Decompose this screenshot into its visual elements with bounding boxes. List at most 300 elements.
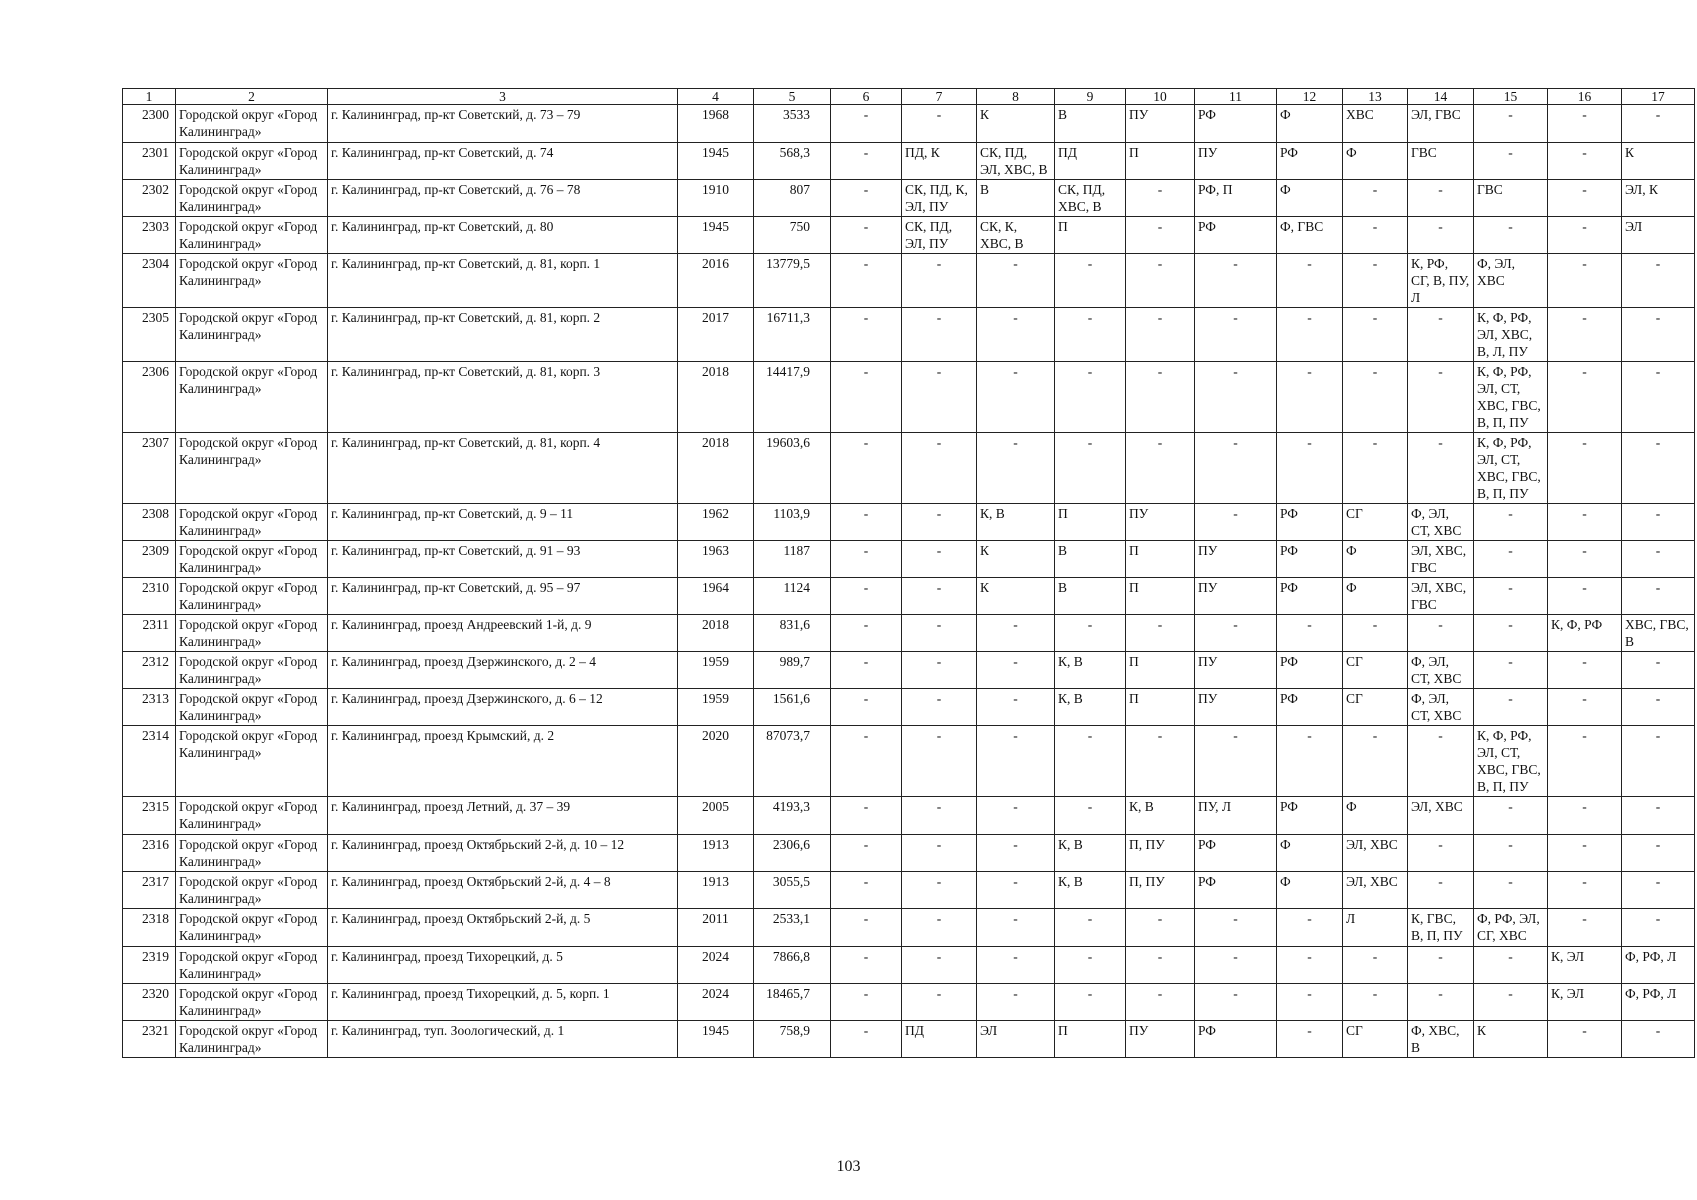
table-cell-col-15: К, Ф, РФ, ЭЛ, СТ, ХВС, ГВС, В, П, ПУ xyxy=(1474,362,1548,433)
table-cell-col-13: СГ xyxy=(1343,1021,1408,1058)
table-cell-col-4: 2024 xyxy=(678,947,754,984)
table-cell-col-16: - xyxy=(1548,689,1622,726)
table-row xyxy=(123,541,1695,578)
table-cell-col-1: 2303 xyxy=(123,217,176,254)
table-cell-col-14: - xyxy=(1408,615,1474,652)
table-cell-col-12: - xyxy=(1277,308,1343,362)
table-cell-col-9: - xyxy=(1055,433,1126,504)
table-cell-col-9: П xyxy=(1055,504,1126,541)
table-cell-col-6: - xyxy=(831,504,902,541)
table-cell-col-3: г. Калининград, проезд Октябрьский 2-й, д. 4 – 8 xyxy=(328,872,678,909)
table-cell-col-16: - xyxy=(1548,578,1622,615)
table-cell-col-17: Ф, РФ, Л xyxy=(1622,984,1695,1021)
table-cell-col-3: г. Калининград, пр-кт Советский, д. 81, корп. 1 xyxy=(328,254,678,308)
table-cell-col-6: - xyxy=(831,947,902,984)
table-cell-col-16: К, ЭЛ xyxy=(1548,984,1622,1021)
table-row xyxy=(123,254,1695,308)
table-cell-col-10: - xyxy=(1126,615,1195,652)
table-cell-col-9: - xyxy=(1055,362,1126,433)
table-cell-col-14: Ф, ЭЛ, СТ, ХВС xyxy=(1408,504,1474,541)
table-cell-col-10: - xyxy=(1126,308,1195,362)
column-header-10: 10 xyxy=(1126,89,1195,105)
table-cell-col-13: - xyxy=(1343,726,1408,797)
table-cell-col-11: ПУ xyxy=(1195,652,1277,689)
table-row xyxy=(123,652,1695,689)
table-cell-col-8: СК, К, ХВС, В xyxy=(977,217,1055,254)
table-cell-col-12: - xyxy=(1277,254,1343,308)
table-cell-col-9: В xyxy=(1055,578,1126,615)
table-cell-col-9: П xyxy=(1055,1021,1126,1058)
table-cell-col-12: - xyxy=(1277,726,1343,797)
table-row xyxy=(123,726,1695,797)
table-cell-col-11: ПУ, Л xyxy=(1195,797,1277,835)
table-cell-col-2: Городской округ «Город Калининград» xyxy=(176,689,328,726)
column-header-12: 12 xyxy=(1277,89,1343,105)
table-cell-col-3: г. Калининград, проезд Дзержинского, д. 2 – 4 xyxy=(328,652,678,689)
table-cell-col-12: Ф xyxy=(1277,180,1343,217)
table-cell-col-2: Городской округ «Город Калининград» xyxy=(176,909,328,947)
table-cell-col-14: ЭЛ, ХВС, ГВС xyxy=(1408,541,1474,578)
table-cell-col-4: 1964 xyxy=(678,578,754,615)
column-header-16: 16 xyxy=(1548,89,1622,105)
table-row xyxy=(123,947,1695,984)
column-header-5: 5 xyxy=(754,89,831,105)
table-cell-col-14: ЭЛ, ХВС, ГВС xyxy=(1408,578,1474,615)
table-cell-col-7: - xyxy=(902,362,977,433)
table-cell-col-17: - xyxy=(1622,797,1695,835)
table-cell-col-4: 1913 xyxy=(678,835,754,872)
table-cell-col-2: Городской округ «Город Калининград» xyxy=(176,1021,328,1058)
table-cell-col-12: РФ xyxy=(1277,652,1343,689)
table-cell-col-10: - xyxy=(1126,947,1195,984)
table-cell-col-9: - xyxy=(1055,726,1126,797)
table-cell-col-8: - xyxy=(977,835,1055,872)
table-cell-col-6: - xyxy=(831,105,902,143)
table-row xyxy=(123,143,1695,180)
table-cell-col-17: - xyxy=(1622,308,1695,362)
column-header-15: 15 xyxy=(1474,89,1548,105)
table-cell-col-10: К, В xyxy=(1126,797,1195,835)
table-cell-col-1: 2316 xyxy=(123,835,176,872)
table-cell-col-6: - xyxy=(831,835,902,872)
table-cell-col-7: - xyxy=(902,797,977,835)
column-header-6: 6 xyxy=(831,89,902,105)
table-cell-col-3: г. Калининград, пр-кт Советский, д. 80 xyxy=(328,217,678,254)
table-cell-col-6: - xyxy=(831,984,902,1021)
table-row xyxy=(123,1021,1695,1058)
table-cell-col-7: - xyxy=(902,504,977,541)
table-cell-col-1: 2317 xyxy=(123,872,176,909)
table-cell-col-5: 16711,3 xyxy=(754,308,831,362)
table-cell-col-12: - xyxy=(1277,947,1343,984)
table-cell-col-15: - xyxy=(1474,689,1548,726)
table-cell-col-5: 13779,5 xyxy=(754,254,831,308)
table-cell-col-8: - xyxy=(977,797,1055,835)
table-cell-col-15: - xyxy=(1474,143,1548,180)
table-cell-col-14: - xyxy=(1408,362,1474,433)
table-cell-col-6: - xyxy=(831,615,902,652)
table-cell-col-9: ПД xyxy=(1055,143,1126,180)
table-cell-col-1: 2310 xyxy=(123,578,176,615)
table-cell-col-4: 2018 xyxy=(678,362,754,433)
data-table xyxy=(122,88,1695,1058)
table-cell-col-15: К, Ф, РФ, ЭЛ, СТ, ХВС, ГВС, В, П, ПУ xyxy=(1474,433,1548,504)
table-cell-col-11: ПУ xyxy=(1195,689,1277,726)
table-cell-col-11: - xyxy=(1195,254,1277,308)
table-cell-col-2: Городской округ «Город Калининград» xyxy=(176,504,328,541)
table-cell-col-16: - xyxy=(1548,541,1622,578)
table-cell-col-8: В xyxy=(977,180,1055,217)
table-cell-col-3: г. Калининград, пр-кт Советский, д. 74 xyxy=(328,143,678,180)
table-cell-col-15: - xyxy=(1474,541,1548,578)
table-cell-col-5: 19603,6 xyxy=(754,433,831,504)
table-cell-col-10: - xyxy=(1126,726,1195,797)
table-cell-col-13: Ф xyxy=(1343,143,1408,180)
table-cell-col-2: Городской округ «Город Калининград» xyxy=(176,615,328,652)
table-cell-col-5: 3055,5 xyxy=(754,872,831,909)
table-cell-col-3: г. Калининград, пр-кт Советский, д. 95 – 97 xyxy=(328,578,678,615)
page-number: 103 xyxy=(836,1158,861,1175)
table-cell-col-16: К, Ф, РФ xyxy=(1548,615,1622,652)
table-cell-col-7: - xyxy=(902,909,977,947)
table-cell-col-8: СК, ПД, ЭЛ, ХВС, В xyxy=(977,143,1055,180)
table-cell-col-16: - xyxy=(1548,1021,1622,1058)
table-cell-col-10: - xyxy=(1126,217,1195,254)
column-header-11: 11 xyxy=(1195,89,1277,105)
table-cell-col-4: 2011 xyxy=(678,909,754,947)
table-cell-col-10: П xyxy=(1126,578,1195,615)
table-cell-col-11: - xyxy=(1195,433,1277,504)
table-cell-col-12: РФ xyxy=(1277,504,1343,541)
table-cell-col-8: - xyxy=(977,726,1055,797)
table-cell-col-5: 3533 xyxy=(754,105,831,143)
table-row xyxy=(123,308,1695,362)
table-cell-col-2: Городской округ «Город Калининград» xyxy=(176,433,328,504)
table-cell-col-14: - xyxy=(1408,984,1474,1021)
table-cell-col-15: ГВС xyxy=(1474,180,1548,217)
table-cell-col-6: - xyxy=(831,541,902,578)
table-cell-col-16: - xyxy=(1548,835,1622,872)
table-cell-col-8: - xyxy=(977,872,1055,909)
table-cell-col-12: - xyxy=(1277,909,1343,947)
table-cell-col-13: ЭЛ, ХВС xyxy=(1343,872,1408,909)
table-cell-col-9: К, В xyxy=(1055,689,1126,726)
table-cell-col-8: К xyxy=(977,105,1055,143)
table-cell-col-10: П xyxy=(1126,541,1195,578)
table-row xyxy=(123,984,1695,1021)
table-cell-col-10: - xyxy=(1126,362,1195,433)
table-cell-col-7: - xyxy=(902,689,977,726)
table-cell-col-1: 2320 xyxy=(123,984,176,1021)
table-cell-col-2: Городской округ «Город Калининград» xyxy=(176,362,328,433)
table-cell-col-13: СГ xyxy=(1343,689,1408,726)
table-cell-col-7: - xyxy=(902,541,977,578)
table-cell-col-15: Ф, ЭЛ, ХВС xyxy=(1474,254,1548,308)
table-cell-col-5: 1561,6 xyxy=(754,689,831,726)
table-cell-col-13: ХВС xyxy=(1343,105,1408,143)
table-cell-col-8: - xyxy=(977,947,1055,984)
table-cell-col-2: Городской округ «Город Калининград» xyxy=(176,143,328,180)
table-cell-col-17: - xyxy=(1622,433,1695,504)
table-cell-col-15: - xyxy=(1474,578,1548,615)
table-cell-col-13: - xyxy=(1343,433,1408,504)
table-cell-col-15: - xyxy=(1474,835,1548,872)
table-cell-col-7: СК, ПД, ЭЛ, ПУ xyxy=(902,217,977,254)
table-cell-col-15: - xyxy=(1474,217,1548,254)
table-cell-col-12: Ф xyxy=(1277,872,1343,909)
table-cell-col-6: - xyxy=(831,689,902,726)
table-cell-col-7: - xyxy=(902,726,977,797)
table-cell-col-14: ЭЛ, ХВС xyxy=(1408,797,1474,835)
table-cell-col-15: К xyxy=(1474,1021,1548,1058)
table-cell-col-11: ПУ xyxy=(1195,541,1277,578)
table-cell-col-5: 831,6 xyxy=(754,615,831,652)
table-cell-col-4: 2016 xyxy=(678,254,754,308)
table-cell-col-9: К, В xyxy=(1055,652,1126,689)
table-cell-col-16: - xyxy=(1548,872,1622,909)
table-cell-col-16: - xyxy=(1548,254,1622,308)
table-cell-col-3: г. Калининград, проезд Октябрьский 2-й, д. 10 – 12 xyxy=(328,835,678,872)
table-cell-col-15: - xyxy=(1474,984,1548,1021)
table-cell-col-7: - xyxy=(902,872,977,909)
table-cell-col-14: - xyxy=(1408,947,1474,984)
table-row xyxy=(123,909,1695,947)
table-cell-col-1: 2312 xyxy=(123,652,176,689)
column-header-2: 2 xyxy=(176,89,328,105)
column-header-17: 17 xyxy=(1622,89,1695,105)
table-cell-col-15: - xyxy=(1474,615,1548,652)
table-cell-col-13: Ф xyxy=(1343,797,1408,835)
table-cell-col-9: К, В xyxy=(1055,872,1126,909)
table-cell-col-10: - xyxy=(1126,909,1195,947)
table-cell-col-13: Л xyxy=(1343,909,1408,947)
table-row xyxy=(123,797,1695,835)
table-cell-col-7: - xyxy=(902,615,977,652)
table-cell-col-10: - xyxy=(1126,984,1195,1021)
table-cell-col-12: - xyxy=(1277,362,1343,433)
table-cell-col-6: - xyxy=(831,143,902,180)
table-cell-col-10: - xyxy=(1126,254,1195,308)
table-cell-col-1: 2305 xyxy=(123,308,176,362)
table-cell-col-17: ЭЛ, К xyxy=(1622,180,1695,217)
table-cell-col-17: - xyxy=(1622,835,1695,872)
table-cell-col-2: Городской округ «Город Калининград» xyxy=(176,726,328,797)
table-cell-col-16: - xyxy=(1548,797,1622,835)
table-cell-col-1: 2318 xyxy=(123,909,176,947)
table-cell-col-7: - xyxy=(902,652,977,689)
table-cell-col-4: 1945 xyxy=(678,1021,754,1058)
table-cell-col-2: Городской округ «Город Калининград» xyxy=(176,578,328,615)
table-cell-col-8: К xyxy=(977,541,1055,578)
table-cell-col-2: Городской округ «Город Калининград» xyxy=(176,797,328,835)
table-cell-col-1: 2319 xyxy=(123,947,176,984)
table-cell-col-14: - xyxy=(1408,180,1474,217)
table-cell-col-5: 750 xyxy=(754,217,831,254)
column-header-7: 7 xyxy=(902,89,977,105)
table-cell-col-3: г. Калининград, проезд Тихорецкий, д. 5 xyxy=(328,947,678,984)
table-cell-col-10: П xyxy=(1126,652,1195,689)
table-cell-col-1: 2306 xyxy=(123,362,176,433)
table-cell-col-6: - xyxy=(831,180,902,217)
table-cell-col-14: К, РФ, СГ, В, ПУ, Л xyxy=(1408,254,1474,308)
table-cell-col-16: - xyxy=(1548,504,1622,541)
table-cell-col-12: Ф xyxy=(1277,835,1343,872)
table-cell-col-13: ЭЛ, ХВС xyxy=(1343,835,1408,872)
table-row xyxy=(123,217,1695,254)
table-cell-col-11: ПУ xyxy=(1195,143,1277,180)
table-cell-col-2: Городской округ «Город Калининград» xyxy=(176,541,328,578)
table-cell-col-5: 2306,6 xyxy=(754,835,831,872)
table-cell-col-13: - xyxy=(1343,615,1408,652)
table-cell-col-13: Ф xyxy=(1343,578,1408,615)
table-cell-col-4: 2020 xyxy=(678,726,754,797)
table-cell-col-4: 2005 xyxy=(678,797,754,835)
table-cell-col-5: 1103,9 xyxy=(754,504,831,541)
table-cell-col-9: - xyxy=(1055,909,1126,947)
table-cell-col-12: Ф xyxy=(1277,105,1343,143)
table-cell-col-17: - xyxy=(1622,652,1695,689)
table-cell-col-9: - xyxy=(1055,254,1126,308)
table-cell-col-10: ПУ xyxy=(1126,1021,1195,1058)
table-cell-col-11: - xyxy=(1195,947,1277,984)
table-cell-col-5: 989,7 xyxy=(754,652,831,689)
table-header-row xyxy=(123,89,1695,105)
table-row xyxy=(123,362,1695,433)
table-cell-col-3: г. Калининград, проезд Дзержинского, д. 6 – 12 xyxy=(328,689,678,726)
table-cell-col-8: - xyxy=(977,308,1055,362)
table-cell-col-5: 568,3 xyxy=(754,143,831,180)
table-row xyxy=(123,689,1695,726)
table-cell-col-5: 807 xyxy=(754,180,831,217)
table-cell-col-13: - xyxy=(1343,947,1408,984)
table-cell-col-3: г. Калининград, проезд Тихорецкий, д. 5, корп. 1 xyxy=(328,984,678,1021)
table-cell-col-15: Ф, РФ, ЭЛ, СГ, ХВС xyxy=(1474,909,1548,947)
table-cell-col-3: г. Калининград, пр-кт Советский, д. 76 – 78 xyxy=(328,180,678,217)
column-header-4: 4 xyxy=(678,89,754,105)
table-cell-col-17: Ф, РФ, Л xyxy=(1622,947,1695,984)
table-cell-col-11: РФ xyxy=(1195,872,1277,909)
table-cell-col-9: - xyxy=(1055,984,1126,1021)
table-cell-col-11: - xyxy=(1195,504,1277,541)
table-cell-col-6: - xyxy=(831,726,902,797)
table-cell-col-10: ПУ xyxy=(1126,504,1195,541)
table-cell-col-17: - xyxy=(1622,909,1695,947)
column-header-3: 3 xyxy=(328,89,678,105)
table-cell-col-17: - xyxy=(1622,689,1695,726)
table-cell-col-14: - xyxy=(1408,872,1474,909)
table-cell-col-2: Городской округ «Город Калининград» xyxy=(176,835,328,872)
table-cell-col-15: - xyxy=(1474,105,1548,143)
table-cell-col-17: - xyxy=(1622,726,1695,797)
table-cell-col-4: 1945 xyxy=(678,143,754,180)
table-cell-col-17: К xyxy=(1622,143,1695,180)
table-cell-col-4: 1959 xyxy=(678,689,754,726)
table-cell-col-8: - xyxy=(977,909,1055,947)
table-cell-col-10: - xyxy=(1126,180,1195,217)
table-cell-col-7: - xyxy=(902,984,977,1021)
table-cell-col-17: - xyxy=(1622,1021,1695,1058)
table-cell-col-13: СГ xyxy=(1343,652,1408,689)
column-header-13: 13 xyxy=(1343,89,1408,105)
table-cell-col-14: ГВС xyxy=(1408,143,1474,180)
table-cell-col-14: Ф, ЭЛ, СТ, ХВС xyxy=(1408,689,1474,726)
table-cell-col-11: ПУ xyxy=(1195,578,1277,615)
table-cell-col-12: РФ xyxy=(1277,689,1343,726)
table-cell-col-8: - xyxy=(977,652,1055,689)
table-cell-col-1: 2307 xyxy=(123,433,176,504)
column-header-8: 8 xyxy=(977,89,1055,105)
table-row xyxy=(123,180,1695,217)
table-cell-col-15: - xyxy=(1474,797,1548,835)
table-cell-col-3: г. Калининград, туп. Зоологический, д. 1 xyxy=(328,1021,678,1058)
table-cell-col-16: - xyxy=(1548,433,1622,504)
table-cell-col-14: - xyxy=(1408,308,1474,362)
table-cell-col-16: - xyxy=(1548,308,1622,362)
table-cell-col-1: 2314 xyxy=(123,726,176,797)
table-cell-col-1: 2315 xyxy=(123,797,176,835)
table-cell-col-17: - xyxy=(1622,105,1695,143)
table-cell-col-11: РФ, П xyxy=(1195,180,1277,217)
table-cell-col-11: - xyxy=(1195,909,1277,947)
table-cell-col-8: - xyxy=(977,254,1055,308)
table-cell-col-11: - xyxy=(1195,362,1277,433)
table-cell-col-6: - xyxy=(831,909,902,947)
table-cell-col-16: - xyxy=(1548,180,1622,217)
table-cell-col-5: 758,9 xyxy=(754,1021,831,1058)
table-cell-col-13: - xyxy=(1343,984,1408,1021)
table-cell-col-1: 2302 xyxy=(123,180,176,217)
table-cell-col-9: СК, ПД, ХВС, В xyxy=(1055,180,1126,217)
table-row xyxy=(123,835,1695,872)
table-cell-col-3: г. Калининград, пр-кт Советский, д. 81, корп. 2 xyxy=(328,308,678,362)
table-cell-col-9: - xyxy=(1055,308,1126,362)
table-row xyxy=(123,615,1695,652)
table-cell-col-11: РФ xyxy=(1195,217,1277,254)
table-cell-col-14: - xyxy=(1408,835,1474,872)
table-cell-col-4: 2018 xyxy=(678,433,754,504)
table-cell-col-13: - xyxy=(1343,362,1408,433)
table-body xyxy=(123,105,1695,1058)
table-cell-col-17: - xyxy=(1622,578,1695,615)
table-cell-col-6: - xyxy=(831,254,902,308)
table-cell-col-1: 2308 xyxy=(123,504,176,541)
table-cell-col-7: ПД, К xyxy=(902,143,977,180)
table-cell-col-15: К, Ф, РФ, ЭЛ, ХВС, В, Л, ПУ xyxy=(1474,308,1548,362)
table-cell-col-11: РФ xyxy=(1195,835,1277,872)
table-cell-col-3: г. Калининград, пр-кт Советский, д. 81, корп. 4 xyxy=(328,433,678,504)
table-cell-col-12: РФ xyxy=(1277,578,1343,615)
table-cell-col-17: - xyxy=(1622,362,1695,433)
table-cell-col-8: - xyxy=(977,362,1055,433)
table-cell-col-16: - xyxy=(1548,105,1622,143)
table-cell-col-8: - xyxy=(977,615,1055,652)
table-cell-col-11: - xyxy=(1195,726,1277,797)
table-cell-col-17: - xyxy=(1622,254,1695,308)
table-cell-col-9: - xyxy=(1055,615,1126,652)
table-cell-col-5: 87073,7 xyxy=(754,726,831,797)
table-cell-col-14: - xyxy=(1408,726,1474,797)
table-cell-col-8: - xyxy=(977,433,1055,504)
table-cell-col-17: - xyxy=(1622,541,1695,578)
table-cell-col-5: 2533,1 xyxy=(754,909,831,947)
column-header-9: 9 xyxy=(1055,89,1126,105)
table-cell-col-14: ЭЛ, ГВС xyxy=(1408,105,1474,143)
table-cell-col-2: Городской округ «Город Калининград» xyxy=(176,254,328,308)
table-cell-col-3: г. Калининград, проезд Октябрьский 2-й, д. 5 xyxy=(328,909,678,947)
table-cell-col-6: - xyxy=(831,308,902,362)
table-cell-col-12: - xyxy=(1277,433,1343,504)
table-cell-col-9: П xyxy=(1055,217,1126,254)
